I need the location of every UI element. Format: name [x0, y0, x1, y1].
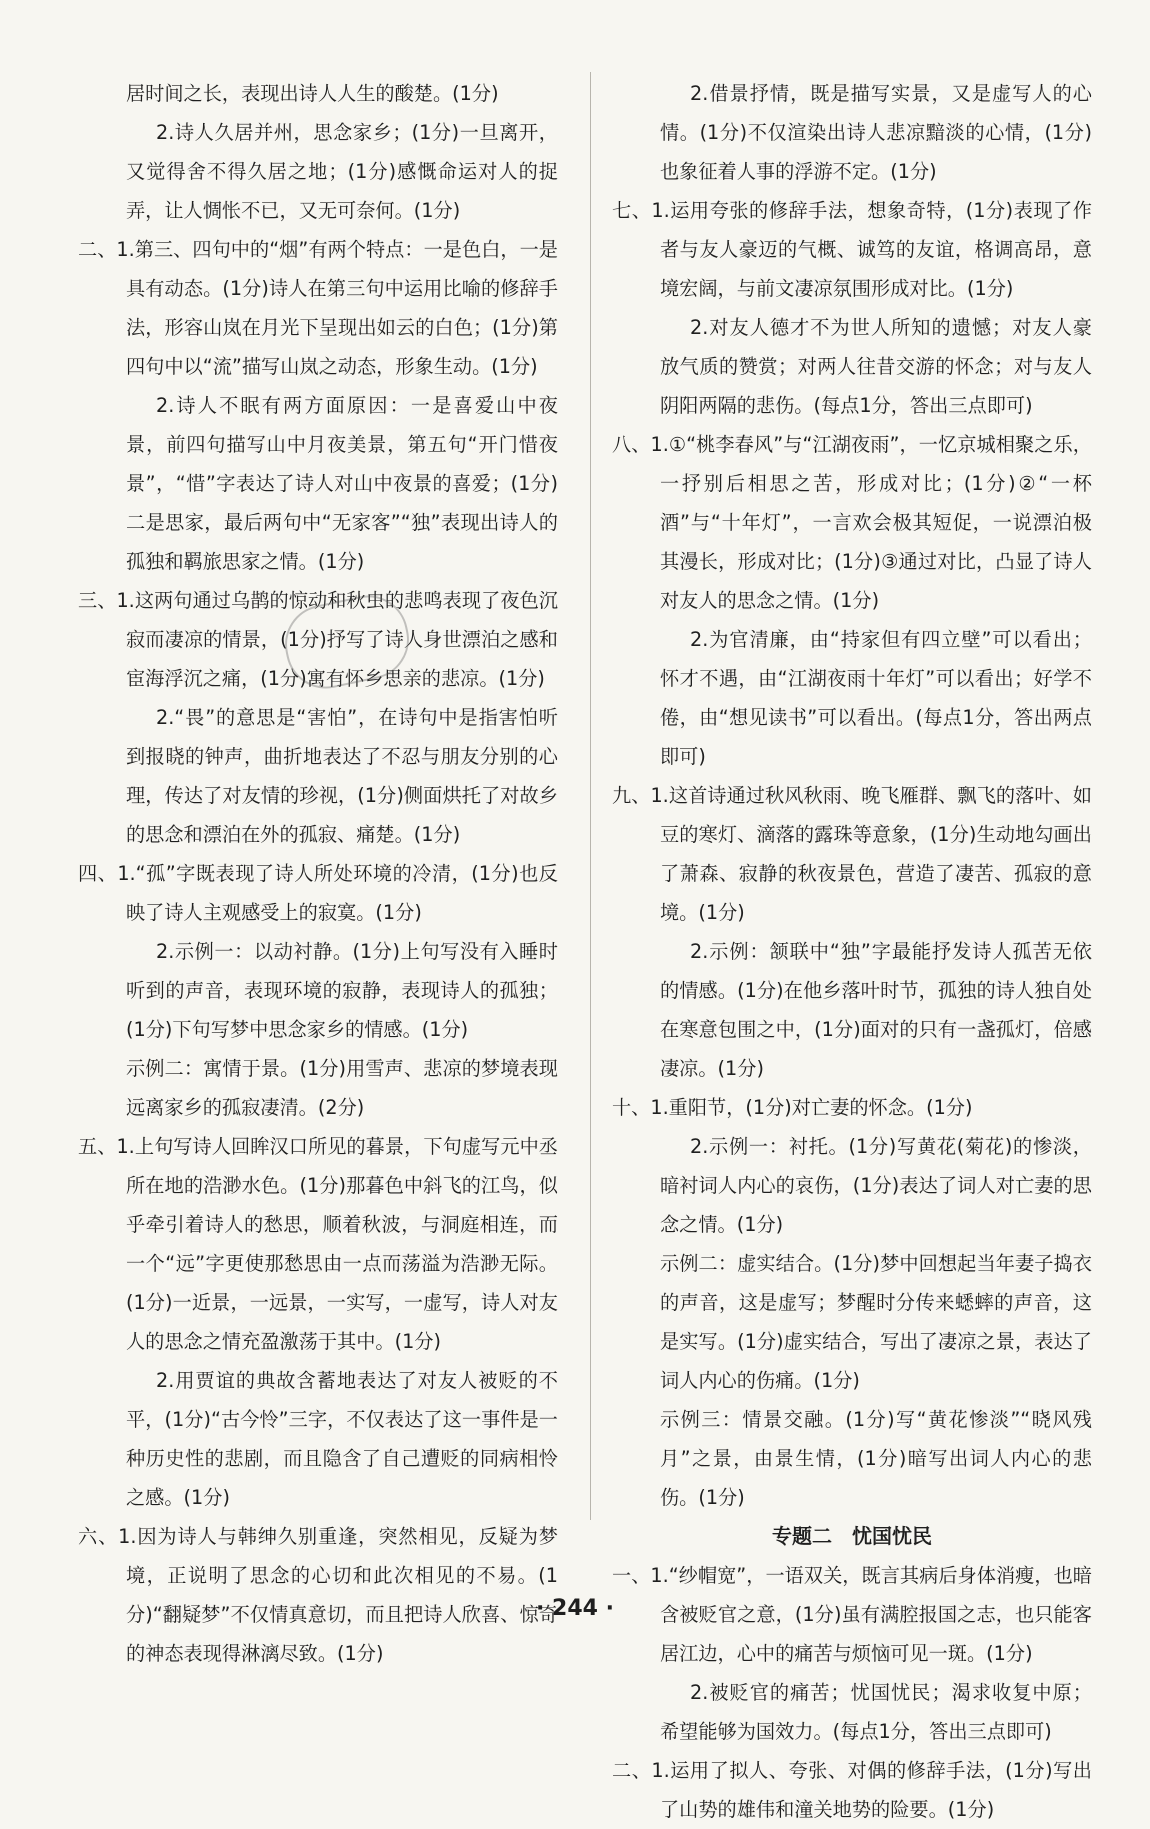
answer-paragraph: 2.借景抒情，既是描写实景，又是虚写人的心情。(1分)不仅渲染出诗人悲凉黯淡的心情，(1分)也象征着人事的浮游不定。(1分) — [660, 82, 1092, 183]
page-number: · 244 · — [536, 1596, 614, 1621]
answer-paragraph: 十、1.重阳节，(1分)对亡妻的怀念。(1分) — [612, 1096, 973, 1119]
answer-paragraph: 2.诗人不眠有两方面原因：一是喜爱山中夜景，前四句描写山中月夜美景，第五句“开门惜夜景”，“惜”字表达了诗人对山中夜景的喜爱；(1分)二是思家，最后两句中“无家客”“独”表现出诗人的孤独和羁旅思家之情。(1分) — [126, 394, 558, 573]
answer-paragraph: 三、1.这两句通过乌鹊的惊动和秋虫的悲鸣表现了夜色沉寂而凄凉的情景，(1分)抒写了诗人身世漂泊之感和宦海浮沉之痛，(1分)寓有怀乡思亲的悲凉。(1分) — [78, 589, 558, 690]
right-column — [612, 74, 1092, 1829]
answer-paragraph: 示例三：情景交融。(1分)写“黄花惨淡”“晓风残月”之景，由景生情，(1分)暗写出词人内心的悲伤。(1分) — [660, 1408, 1092, 1509]
answer-paragraph: 2.被贬官的痛苦；忧国忧民；渴求收复中原；希望能够为国效力。(每点1分，答出三点即可) — [660, 1681, 1092, 1743]
answer-paragraph: 四、1.“孤”字既表现了诗人所处环境的冷清，(1分)也反映了诗人主观感受上的寂寞。(1分) — [78, 862, 558, 924]
answer-paragraph: 五、1.上句写诗人回眸汉口所见的暮景，下句虚写元中丞所在地的浩渺水色。(1分)那暮色中斜飞的江鸟，似乎牵引着诗人的愁思，顺着秋波，与洞庭相连，而一个“远”字更使那愁思由一点而荡溢为浩渺无际。(1分)一近景，一远景，一实写，一虚写，诗人对友人的思念之情充盈激荡于其中。(1分) — [78, 1135, 558, 1353]
answer-paragraph: 二、1.第三、四句中的“烟”有两个特点：一是色白，一是具有动态。(1分)诗人在第三句中运用比喻的修辞手法，形容山岚在月光下呈现出如云的白色；(1分)第四句中以“流”描写山岚之动态，形象生动。(1分) — [78, 238, 558, 378]
answer-paragraph: 一、1.“纱帽宽”，一语双关，既言其病后身体消瘦，也暗含被贬官之意，(1分)虽有满腔报国之志，也只能客居江边，心中的痛苦与烦恼可见一斑。(1分) — [612, 1564, 1092, 1665]
answer-paragraph: 二、1.运用了拟人、夸张、对偶的修辞手法，(1分)写出了山势的雄伟和潼关地势的险要。(1分) — [612, 1759, 1092, 1821]
answer-paragraph: 2.“畏”的意思是“害怕”，在诗句中是指害怕听到报晓的钟声，曲折地表达了不忍与朋友分别的心理，传达了对友情的珍视，(1分)侧面烘托了对故乡的思念和漂泊在外的孤寂、痛楚。(1分) — [126, 706, 558, 846]
answer-paragraph: 居时间之长，表现出诗人人生的酸楚。(1分) — [126, 82, 499, 105]
answer-paragraph: 示例二：虚实结合。(1分)梦中回想起当年妻子捣衣的声音，这是虚写；梦醒时分传来蟋蟀的声音，这是实写。(1分)虚实结合，写出了凄凉之景，表达了词人内心的伤痛。(1分) — [660, 1252, 1092, 1392]
answer-paragraph: 六、1.因为诗人与韩绅久别重逢，突然相见，反疑为梦境，正说明了思念的心切和此次相见的不易。(1分)“翻疑梦”不仅情真意切，而且把诗人欣喜、惊奇的神态表现得淋漓尽致。(1分) — [78, 1525, 558, 1665]
answer-paragraph: 2.诗人久居并州，思念家乡；(1分)一旦离开，又觉得舍不得久居之地；(1分)感慨命运对人的捉弄，让人惆怅不已，又无可奈何。(1分) — [126, 121, 558, 222]
section-title: 专题二 忧国忧民 — [772, 1524, 932, 1548]
left-column — [78, 74, 558, 1673]
answer-paragraph: 2.用贾谊的典故含蓄地表达了对友人被贬的不平，(1分)“古今怜”三字，不仅表达了这一事件是一种历史性的悲剧，而且隐含了自己遭贬的同病相怜之感。(1分) — [126, 1369, 558, 1509]
answer-paragraph: 2.示例：颔联中“独”字最能抒发诗人孤苦无依的情感。(1分)在他乡落叶时节，孤独的诗人独自处在寒意包围之中，(1分)面对的只有一盏孤灯，倍感凄凉。(1分) — [660, 940, 1092, 1080]
answer-paragraph: 八、1.①“桃李春风”与“江湖夜雨”，一忆京城相聚之乐，一抒别后相思之苦，形成对比；(1分)②“一杯酒”与“十年灯”，一言欢会极其短促，一说漂泊极其漫长，形成对比；(1分)③通过对比，凸显了诗人对友人的思念之情。(1分) — [612, 433, 1092, 612]
answer-paragraph: 七、1.运用夸张的修辞手法，想象奇特，(1分)表现了作者与友人豪迈的气概、诚笃的友谊，格调高昂，意境宏阔，与前文凄凉氛围形成对比。(1分) — [612, 199, 1092, 300]
column-divider — [590, 72, 591, 1520]
answer-paragraph: 九、1.这首诗通过秋风秋雨、晚飞雁群、飘飞的落叶、如豆的寒灯、滴落的露珠等意象，(1分)生动地勾画出了萧森、寂静的秋夜景色，营造了凄苦、孤寂的意境。(1分) — [612, 784, 1092, 924]
answer-paragraph: 2.示例一：衬托。(1分)写黄花(菊花)的惨淡，暗衬词人内心的哀伤，(1分)表达了词人对亡妻的思念之情。(1分) — [660, 1135, 1092, 1236]
answer-paragraph: 2.为官清廉，由“持家但有四立壁”可以看出；怀才不遇，由“江湖夜雨十年灯”可以看出；好学不倦，由“想见读书”可以看出。(每点1分，答出两点即可) — [660, 628, 1092, 768]
answer-paragraph: 2.示例一：以动衬静。(1分)上句写没有入睡时听到的声音，表现环境的寂静，表现诗人的孤独；(1分)下句写梦中思念家乡的情感。(1分) — [126, 940, 558, 1041]
answer-paragraph: 2.对友人德才不为世人所知的遗憾；对友人豪放气质的赞赏；对两人往昔交游的怀念；对与友人阴阳两隔的悲伤。(每点1分，答出三点即可) — [660, 316, 1092, 417]
answer-paragraph: 示例二：寓情于景。(1分)用雪声、悲凉的梦境表现远离家乡的孤寂凄清。(2分) — [126, 1057, 558, 1119]
